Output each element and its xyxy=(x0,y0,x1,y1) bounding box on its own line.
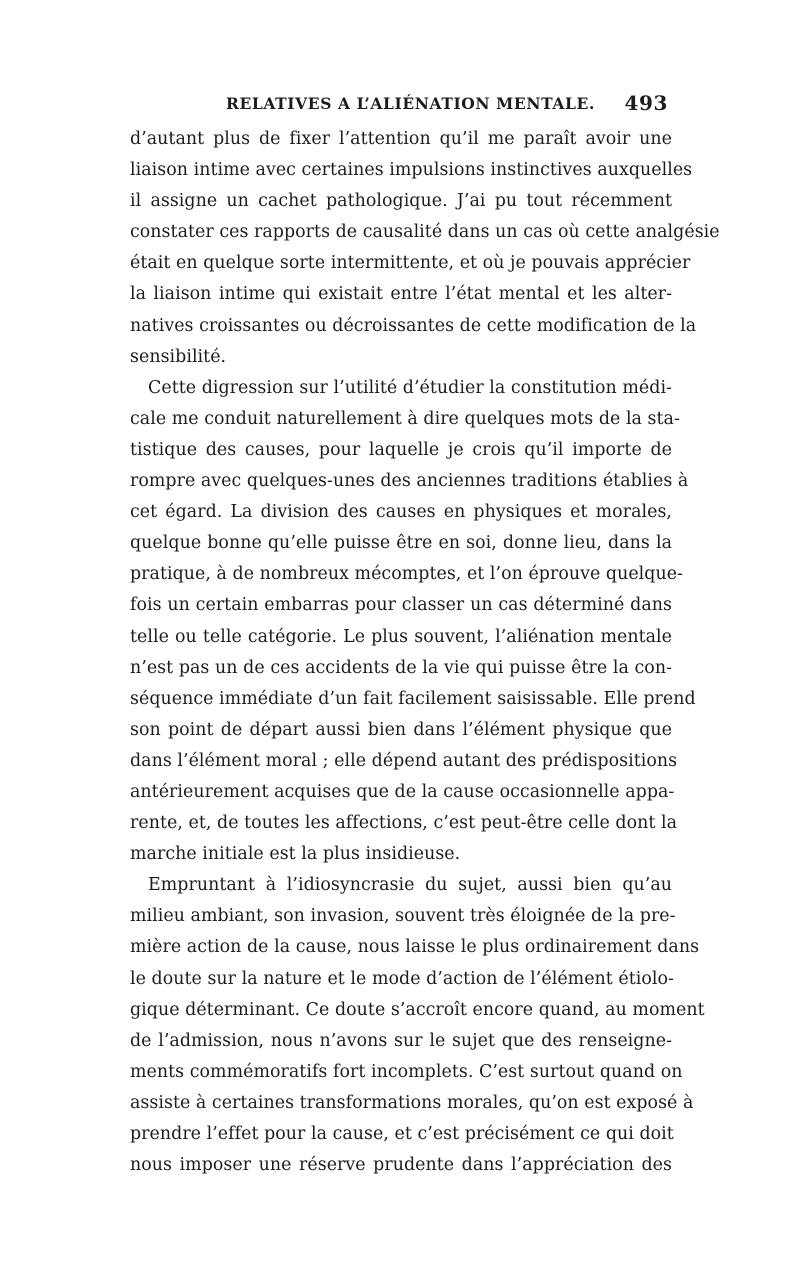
text-line: cale me conduit naturellement à dire quelques mots de la sta- xyxy=(130,408,680,429)
text-line: quelque bonne qu’elle puisse être en soi, donne lieu, dans la xyxy=(130,533,672,554)
text-line: fois un certain embarras pour classer un cas déterminé dans xyxy=(130,595,672,616)
body-text xyxy=(130,124,720,1181)
text-line: mière action de la cause, nous laisse le plus ordinairement dans xyxy=(130,937,700,958)
text-line: antérieurement acquises que de la cause occasionnelle appa- xyxy=(130,781,675,802)
text-line: milieu ambiant, son invasion, souvent très éloignée de la pre- xyxy=(130,906,676,927)
text-line: prendre l’effet pour la cause, et c’est précisément ce qui doit xyxy=(130,1124,674,1144)
text-line: tistique des causes, pour laquelle je crois qu’il importe de xyxy=(130,439,672,460)
text-line: constater ces rapports de causalité dans un cas où cette analgésie xyxy=(130,222,720,243)
text-line: son point de départ aussi bien dans l’élément physique que xyxy=(130,719,672,740)
text-line: marche initiale est la plus insidieuse. xyxy=(130,844,461,865)
text-line: ments commémoratifs fort incomplets. C’est surtout quand on xyxy=(130,1061,683,1082)
text-line: la liaison intime qui existait entre l’état mental et les alter- xyxy=(130,284,672,305)
text-line: de l’admission, nous n’avons sur le sujet que des renseigne- xyxy=(130,1030,672,1051)
running-head xyxy=(138,91,668,120)
text-line: natives croissantes ou décroissantes de cette modification de la xyxy=(130,315,697,336)
text-line: rente, et, de toutes les affections, c’est peut-être celle dont la xyxy=(130,813,678,834)
text-line: séquence immédiate d’un fait facilement saisissable. Elle prend xyxy=(130,688,696,709)
text-line: Cette digression sur l’utilité d’étudier la constitution médi- xyxy=(148,377,672,398)
text-line: nous imposer une réserve prudente dans l’appréciation des xyxy=(130,1155,672,1176)
text-line: cet égard. La division des causes en physiques et morales, xyxy=(130,502,672,523)
text-line: dans l’élément moral ; elle dépend autant des prédispositions xyxy=(130,750,678,771)
text-line: il assigne un cachet pathologique. J’ai pu tout récemment xyxy=(130,191,672,212)
text-line: liaison intime avec certaines impulsions instinctives auxquelles xyxy=(130,160,693,181)
text-line: était en quelque sorte intermittente, et où je pouvais apprécier xyxy=(130,253,691,274)
text-line: pratique, à de nombreux mécomptes, et l’on éprouve quelque- xyxy=(130,564,683,585)
text-line: Empruntant à l’idiosyncrasie du sujet, aussi bien qu’au xyxy=(148,875,672,896)
text-line: d’autant plus de fixer l’attention qu’il me paraît avoir une xyxy=(130,129,672,149)
text-line: sensibilité. xyxy=(130,346,227,367)
text-line: n’est pas un de ces accidents de la vie qui puisse être la con- xyxy=(130,657,672,678)
running-title: RELATIVES A L’ALIÉNATION MENTALE. xyxy=(226,94,595,113)
text-line: telle ou telle catégorie. Le plus souvent, l’aliénation mentale xyxy=(130,626,672,647)
text-line: gique déterminant. Ce doute s’accroît encore quand, au moment xyxy=(130,999,705,1020)
page-number: 493 xyxy=(624,91,668,115)
text-line: le doute sur la nature et le mode d’action de l’élément étiolo- xyxy=(130,968,674,989)
text-line: rompre avec quelques-unes des anciennes traditions établies à xyxy=(130,471,689,492)
text-line: assiste à certaines transformations morales, qu’on est exposé à xyxy=(130,1092,694,1113)
